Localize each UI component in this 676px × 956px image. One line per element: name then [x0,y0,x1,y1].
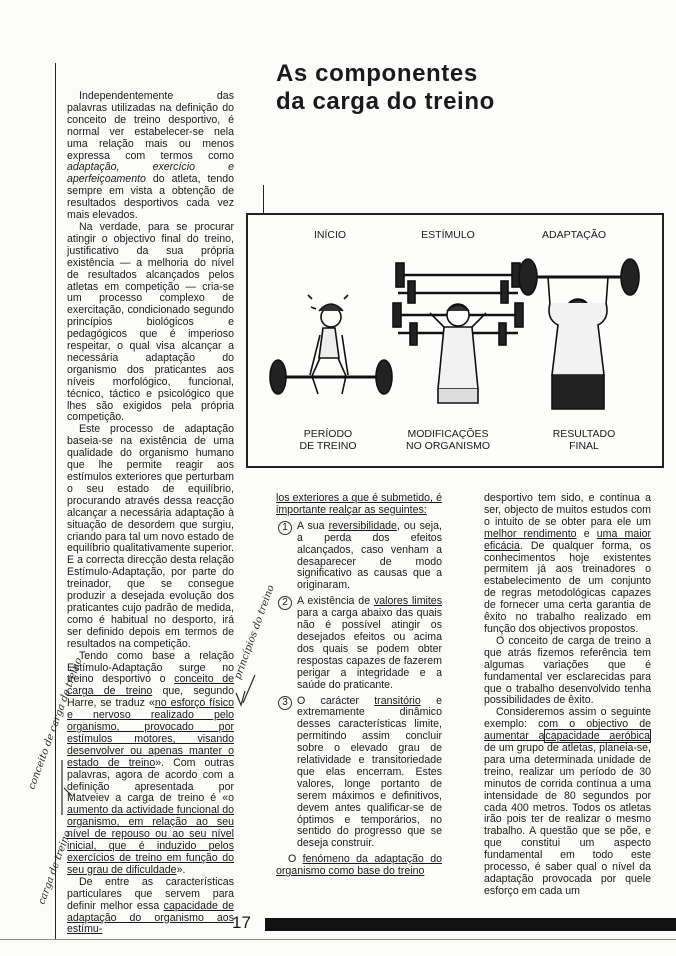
left-paragraph-3: Este processo de adaptação baseia-se na existência de uma qualidade do organismo humano que lhe permite reagir aos estímulos exteriores que perturbam o seu estado de equilíbrio, procurando através dessa reacção alcançar a necessária adaptação à situação de desordem que surgiu, criando para tal um novo estado de equilíbrio qualitativamente superior. E a correcta direcção desta relação Estímulo-Adaptação, por parte do treinador, que se consegue produzir a desejada evolução dos praticantes cujo padrão de medida, como é habitual no desporto, irá ser definido depois em termos de resultados na competição. [67,423,234,650]
list-number-1: 1 [278,521,292,535]
stimulus-plate-1 [396,263,404,287]
list-item [276,596,442,691]
figure-label-stimulus: ESTÍMULO [421,229,475,241]
list-item-1-text: A sua reversibilidade, ou seja, a perda dos efeitos alcançados, caso venham a desaparecer de modo significativo as causas que a originaram. [297,519,442,592]
stimulus-plate-7 [410,323,417,345]
figure-caption-modifications [388,428,508,452]
middle-outro: O fenómeno da adaptação do organismo como base do treino [276,853,442,878]
stimulus-shorts [438,389,478,403]
right-paragraph-1: desportivo tem sido, e continua a ser, objecto de muitos estudos com o intuito de se obter para ele um melhor rendimento e uma maior eficácia. De qualquer forma, os conhecimentos hoje existentes permitem já aos treinadores o estabelecimento de um conjunto de regras metodológicas capazes de fornecer uma certa garantia de êxito no trabalho realizado em função dos objectivos propostos. [484,492,652,635]
figure-caption-final-result [524,428,644,452]
left-paragraph-5: De entre as características particulares que servem para definir melhor essa capacidade de adaptação do organismo aos estímu- [67,875,234,936]
margin-arrow-2 [243,675,255,703]
caption-2-line-1: MODIFICAÇÕES [407,428,489,440]
training-load-figure [246,213,664,468]
lifter-start-hair [319,304,343,311]
margin-arrow-1 [236,691,245,705]
margin-note-1: conceito de carga de treino [26,656,85,792]
margin-note-3: princípios do treino [232,583,277,682]
page-title [276,60,636,116]
stimulus-torso [438,327,478,389]
middle-column [276,493,442,878]
list-number-2: 2 [278,596,292,610]
footer-rule [0,939,676,940]
adapted-shorts [552,375,604,409]
list-item-2-text: A existência de valores limites para a carga abaixo das quais não é possível atingir os desejados efeitos ou acima dos quais se podem obter respostas capazes de fazerem perigar a integridade e a saúde do praticante. [297,595,442,691]
figure-caption-training-period [268,428,388,452]
page-number: 17 [232,913,251,932]
figure-label-start: INÍCIO [313,229,347,241]
list-number-3: 3 [278,696,292,710]
caption-3-line-2: FINAL [569,440,599,452]
stimulus-plate-6 [515,303,523,327]
left-column [67,91,234,936]
left-paragraph-1: Independentemente das palavras utilizadas na definição do conceito de treino desportivo, é normal ver estabelecer-se nela uma relação mais ou menos expressa com termos como adaptação, exercício e aperfeiçoamento do atleta, tendo sempre em vista a obtenção de resultados desportivos cada vez mais elevados. [67,90,234,222]
lifter-start-torso [319,328,339,358]
lifter-start-plate-left [270,360,286,394]
list-item-3-text: O carácter transitório e extremamente dinâmico desses características limite, permitindo assim concluir sobre o elevado grau de relatividade e transitoriedade que elas encerram. Estes valores, longe portanto de serem máximos e definitivos, devem antes qualificar-se de óptimos e temporários, no sentido do progresso que se deseja construir. [297,694,442,850]
stimulus-plate-5 [393,303,401,327]
lifter-adapted-figure [519,259,639,409]
list-item [276,521,442,592]
stimulus-plate-8 [499,323,506,345]
stimulus-plate-4 [501,281,508,303]
margin-note-2: carga de treino [36,829,74,907]
caption-1-line-2: DE TREINO [299,440,357,452]
left-margin-rule [55,63,56,939]
right-column [484,493,651,898]
middle-intro: los exteriores a que é submetido, é importante realçar as seguintes: [276,492,442,516]
footer-bar [265,918,676,931]
adapted-torso [549,303,607,375]
right-paragraph-2: O conceito de carga de treino a que atrás fizemos referência tem algumas variações que é fundamental ver esclarecidas para que o trabalho desenvolvido tenha possibilidades de êxito. [484,634,651,707]
figure-label-adaptation: ADAPTAÇÃO [542,229,606,241]
lifter-start-figure [270,295,392,394]
adapted-plate-left [519,259,537,295]
caption-2-line-2: NO ORGANISMO [405,440,490,452]
stimulus-hair [447,305,469,311]
caption-3-line-1: RESULTADO [552,428,616,440]
list-item [276,696,442,851]
left-paragraph-4: Tendo como base a relação Estímulo-Adaptação surge no treino desportivo o conceito de carga de treino que, segundo Harre, se traduz «no esforço físico e nervoso realizado pelo organismo, provocado por estímulos motores, visando desenvolver ou apenas manter o estado de treino». Com outras palavras, agora de acordo com a definição apresentada por Matveiev a carga de treino é «o aumento da actividade funcional do organismo, em relação ao seu nível de repouso ou ao seu nível inicial, que é induzido pelos exercícios de treino em função do seu grau de dificuldade». [67,649,235,876]
stimulus-plate-3 [408,281,415,303]
adapted-plate-right [621,259,639,295]
lifter-stimulus-figure [393,263,523,403]
title-line-1: As componentes [276,60,478,87]
title-line-2: da carga do treino [276,88,495,115]
caption-1-line-1: PERÍODO [303,428,353,440]
left-paragraph-2: Na verdade, para se procurar atingir o objectivo final do treino, justificativo da sua própria existência — a melhoria do nível de resultados alcançados pelos atletas em competição — cria-se um processo complexo de exercitação, condicionado segundo princípios biológicos e pedagógicos que é imperioso respeitar, o qual visa alcançar a necessária adaptação do organismo dos praticantes aos níveis morfológico, funcional, técnico, táctico e psicológico que lhes são exigidos pela própria competição. [67,220,234,424]
right-paragraph-3: Consideremos assim o seguinte exemplo: com o objectivo de aumentar acapacidade aeróbica de um grupo de atletas, planeia-se, para uma determinada unidade de treino, realizar um período de 30 minutos de corrida contínua a uma intensidade de 80 segundos por cada 400 metros. Todos os atletas irão pois ter de realizar o mesmo trabalho. A questão que se põe, e que constitui um aspecto fundamental em todo este processo, é saber qual o nível da adaptação provocada por quele esforço em cada um [484,706,651,897]
title-rule [263,185,264,215]
lifter-start-plate-right [376,360,392,394]
